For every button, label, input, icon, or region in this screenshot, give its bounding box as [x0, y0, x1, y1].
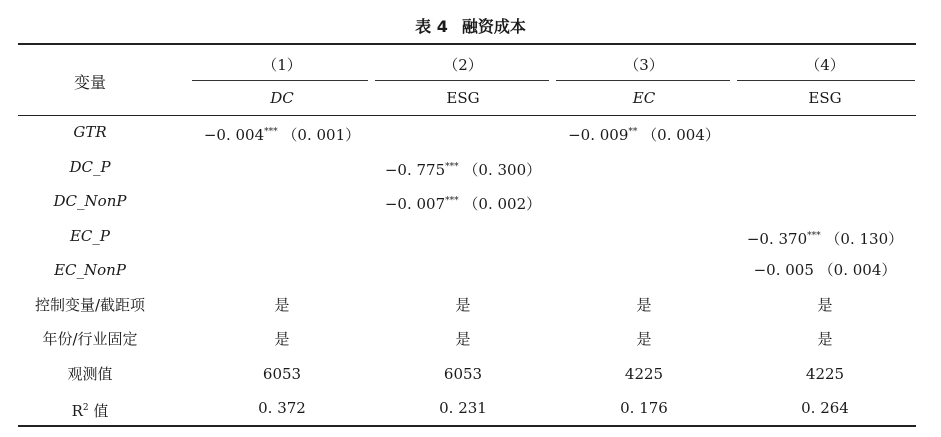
cell-fixed-col1: 是 [274, 330, 290, 348]
row-label-gtr: GTR [73, 123, 107, 141]
col-2-underline [375, 80, 549, 81]
cell-controls-col1: 是 [274, 296, 290, 314]
header-rule [18, 115, 916, 116]
row-label-dc-p: DC_P [69, 158, 111, 176]
cell-r2-col4: 0. 264 [801, 399, 849, 417]
cell-obs-col2: 6053 [443, 365, 483, 383]
bottom-rule [18, 425, 916, 427]
row-label-obs: 观测值 [67, 365, 113, 383]
row-label-controls: 控制变量/截距项 [34, 296, 146, 314]
variable-header: 变量 [73, 73, 106, 92]
cell-gtr-col1: −0. 004*** （0. 001） [203, 126, 361, 144]
col-1-underline [192, 80, 368, 81]
col-3-number: （3） [624, 56, 664, 74]
table-title [0, 14, 941, 37]
row-label-dc-nonp: DC_NonP [53, 192, 127, 210]
cell-r2-col1: 0. 372 [258, 399, 306, 417]
col-2-dependent: ESG [446, 89, 480, 107]
cell-fixed-col4: 是 [817, 330, 833, 348]
cell-fixed-col2: 是 [455, 330, 471, 348]
col-4-number: （4） [805, 56, 845, 74]
cell-controls-col4: 是 [817, 296, 833, 314]
cell-ec-nonp-col4: −0. 005 （0. 004） [753, 261, 897, 279]
col-3-underline [556, 80, 730, 81]
row-label-ec-nonp: EC_NonP [54, 261, 126, 279]
row-label-ec-p: EC_P [69, 227, 111, 245]
cell-gtr-col3: −0. 009** （0. 004） [568, 126, 720, 144]
row-label-r2: $R^2$ 值 [71, 402, 109, 420]
table-number: 表 4 [415, 17, 448, 36]
col-3-dependent: EC [632, 89, 656, 107]
col-4-dependent: ESG [808, 89, 842, 107]
cell-r2-col2: 0. 231 [439, 399, 487, 417]
cell-ec-p-col4: −0. 370*** （0. 130） [746, 230, 904, 248]
cell-obs-col3: 4225 [624, 365, 664, 383]
col-2-number: （2） [443, 56, 483, 74]
cell-obs-col1: 6053 [262, 365, 302, 383]
cell-fixed-col3: 是 [636, 330, 652, 348]
row-label-fixed: 年份/行业固定 [42, 330, 138, 348]
cell-obs-col4: 4225 [805, 365, 845, 383]
table-caption: 融资成本 [461, 17, 526, 36]
cell-r2-col3: 0. 176 [620, 399, 668, 417]
col-1-number: （1） [262, 56, 302, 74]
col-1-dependent: DC [270, 89, 294, 107]
cell-controls-col2: 是 [455, 296, 471, 314]
col-4-underline [737, 80, 915, 81]
cell-dc-p-col2: −0. 775*** （0. 300） [384, 161, 542, 179]
cell-controls-col3: 是 [636, 296, 652, 314]
cell-dc-nonp-col2: −0. 007*** （0. 002） [384, 195, 542, 213]
top-rule [18, 43, 916, 45]
